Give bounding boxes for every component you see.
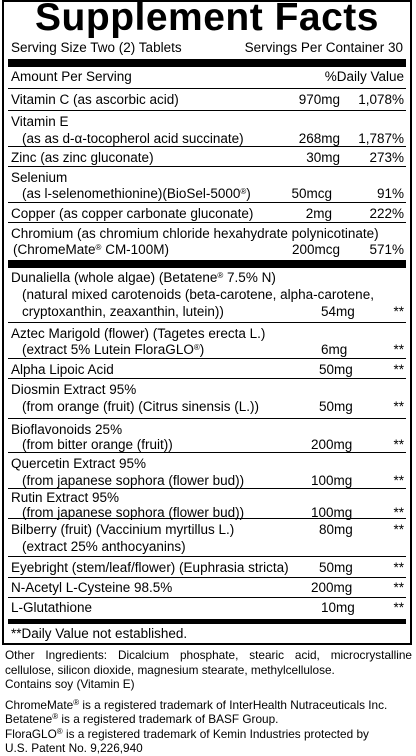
ingredient-amount: 200mg — [311, 580, 353, 595]
ingredient-row-l-glutathione — [8, 597, 406, 620]
panel-title: Supplement Facts — [35, 0, 379, 39]
ingredient-detail: (extract 5% Lutein FloraGLO®) — [22, 342, 205, 357]
nutrient-name: Vitamin C (as ascorbic acid) — [11, 92, 179, 107]
nutrient-amount: 30mg — [306, 150, 340, 165]
ingredient-row-dunaliella — [8, 268, 406, 322]
ingredient-dv: ** — [393, 399, 404, 414]
nutrient-name: Copper (as copper carbonate gluconate) — [11, 206, 254, 221]
nutrient-name: Vitamin E — [11, 114, 69, 129]
ingredient-row-eyebright — [8, 556, 406, 578]
ingredient-dv: ** — [393, 362, 404, 377]
ingredient-amount: 80mg — [319, 522, 353, 537]
ingredient-row-bilberry — [8, 518, 406, 557]
amount-header-row — [8, 67, 406, 87]
nutrient-dv: 571% — [369, 242, 404, 257]
ingredient-detail: cryptoxanthin, zeaxanthin, lutein)) — [22, 304, 224, 319]
ingredient-detail: (extract 25% anthocyanins) — [22, 539, 186, 554]
ingredient-dv: ** — [393, 505, 404, 520]
ingredient-dv: ** — [393, 304, 404, 319]
patent-number: U.S. Patent No. 9,226,940 — [5, 741, 143, 755]
daily-value-footnote: **Daily Value not established. — [11, 626, 188, 641]
ingredient-dv: ** — [393, 437, 404, 452]
nutrient-dv: 91% — [376, 186, 404, 201]
ingredient-name: Bilberry (fruit) (Vaccinium myrtillus L.) — [11, 522, 235, 537]
ingredient-amount: 100mg — [311, 505, 353, 520]
footnote-row — [8, 626, 406, 644]
ingredient-name: Bioflavonoids 25% — [11, 422, 123, 437]
ingredient-row-quercetin — [8, 452, 406, 489]
other-ingredients-line: Other Ingredients: Dicalcium phosphate, stearic acid, microcrystalline — [5, 648, 412, 662]
ingredient-amount: 50mg — [319, 399, 353, 414]
ingredient-name: Rutin Extract 95% — [11, 490, 120, 505]
ingredient-dv: ** — [393, 560, 404, 575]
thick-divider — [8, 260, 406, 268]
ingredient-amount: 200mg — [311, 437, 353, 452]
nutrient-dv: 1,078% — [358, 92, 404, 107]
serving-size: Serving Size Two (2) Tablets — [11, 40, 182, 55]
nutrient-amount: 50mcg — [291, 186, 332, 201]
ingredient-row-n-acetyl-l-cysteine — [8, 577, 406, 598]
ingredient-detail: (from bitter orange (fruit)) — [22, 437, 173, 452]
nutrient-row-selenium — [8, 166, 406, 203]
nutrient-dv: 1,787% — [358, 131, 404, 146]
nutrient-row-zinc — [8, 146, 406, 167]
nutrient-amount: 970mg — [298, 92, 340, 107]
serving-info — [11, 40, 403, 55]
ingredient-row-diosmin — [8, 378, 406, 419]
ingredient-amount: 100mg — [311, 473, 353, 488]
ingredient-amount: 50mg — [319, 362, 353, 377]
trademark-chromemate: ChromeMate® is a registered trademark of InterHealth Nutraceuticals Inc. — [5, 697, 388, 712]
ingredient-detail: (natural mixed carotenoids (beta-carotene, alpha-carotene, — [22, 287, 374, 302]
allergen-statement: Contains soy (Vitamin E) — [5, 677, 135, 691]
ingredient-amount: 50mg — [319, 560, 353, 575]
ingredient-name: Aztec Marigold (flower) (Tagetes erecta L.) — [11, 326, 266, 341]
thick-divider — [8, 59, 406, 67]
ingredient-detail: (from japanese sophora (flower bud)) — [22, 473, 245, 488]
thick-divider — [8, 619, 406, 624]
nutrient-row-chromium — [8, 222, 406, 259]
ingredient-dv: ** — [393, 342, 404, 357]
nutrient-row-vitamin-c — [8, 88, 406, 111]
ingredient-row-aztec-marigold — [8, 322, 406, 359]
dv-header: %Daily Value — [324, 69, 404, 84]
nutrient-dv: 273% — [369, 150, 404, 165]
supplement-facts-panel — [2, 0, 412, 645]
ingredient-amount: 6mg — [321, 342, 348, 357]
ingredient-name: L-Glutathione — [11, 600, 93, 615]
ingredient-row-rutin — [8, 488, 406, 519]
ingredient-row-bioflavonoids — [8, 418, 406, 453]
nutrient-detail: (as l-selenomethionine)(BioSel-5000®) — [22, 186, 251, 201]
servings-per-container: Servings Per Container 30 — [244, 40, 403, 55]
nutrient-dv: 222% — [369, 206, 404, 221]
ingredient-amount: 54mg — [321, 304, 355, 319]
amount-header: Amount Per Serving — [11, 69, 132, 84]
trademark-betatene: Betatene® is a registered trademark of BASF Group. — [5, 712, 279, 726]
nutrient-name: Zinc (as zinc gluconate) — [11, 150, 154, 165]
nutrient-amount: 2mg — [305, 206, 332, 221]
ingredient-amount: 10mg — [321, 600, 355, 615]
nutrient-row-vitamin-e — [8, 110, 406, 147]
ingredient-name: Eyebright (stem/leaf/flower) (Euphrasia stricta) — [11, 560, 289, 575]
ingredient-dv: ** — [393, 600, 404, 615]
ingredient-dv: ** — [393, 473, 404, 488]
ingredient-detail: (from japanese sophora (flower bud)) — [22, 505, 245, 520]
ingredient-dv: ** — [393, 522, 404, 537]
nutrient-amount: 200mcg — [291, 242, 340, 257]
ingredient-detail: (from orange (fruit) (Citrus sinensis (L.)) — [22, 399, 260, 414]
nutrient-amount: 268mg — [298, 131, 340, 146]
ingredient-name: N-Acetyl L-Cysteine 98.5% — [11, 580, 173, 595]
nutrient-name: Selenium — [11, 170, 68, 185]
label-footer — [5, 648, 412, 756]
ingredient-name: Quercetin Extract 95% — [11, 456, 147, 471]
ingredient-name: Alpha Lipoic Acid — [11, 362, 114, 377]
nutrient-detail: (ChromeMate® CM-100M) — [13, 242, 169, 257]
trademark-floraglo: FloraGLO® is a registered trademark of Kemin Industries protected by — [5, 726, 369, 741]
ingredient-name: Diosmin Extract 95% — [11, 382, 137, 397]
nutrient-name: Chromium (as chromium chloride hexahydrate polynicotinate) — [11, 226, 379, 241]
ingredient-dv: ** — [393, 580, 404, 595]
other-ingredients-line: cellulose, silicon dioxide, magnesium stearate, methylcellulose. — [5, 662, 335, 677]
nutrient-row-copper — [8, 202, 406, 223]
nutrient-detail: (as as d-α-tocopherol acid succinate) — [22, 131, 244, 146]
ingredient-row-alpha-lipoic-acid — [8, 358, 406, 379]
ingredient-name: Dunaliella (whole algae) (Betatene® 7.5% N) — [11, 270, 276, 285]
